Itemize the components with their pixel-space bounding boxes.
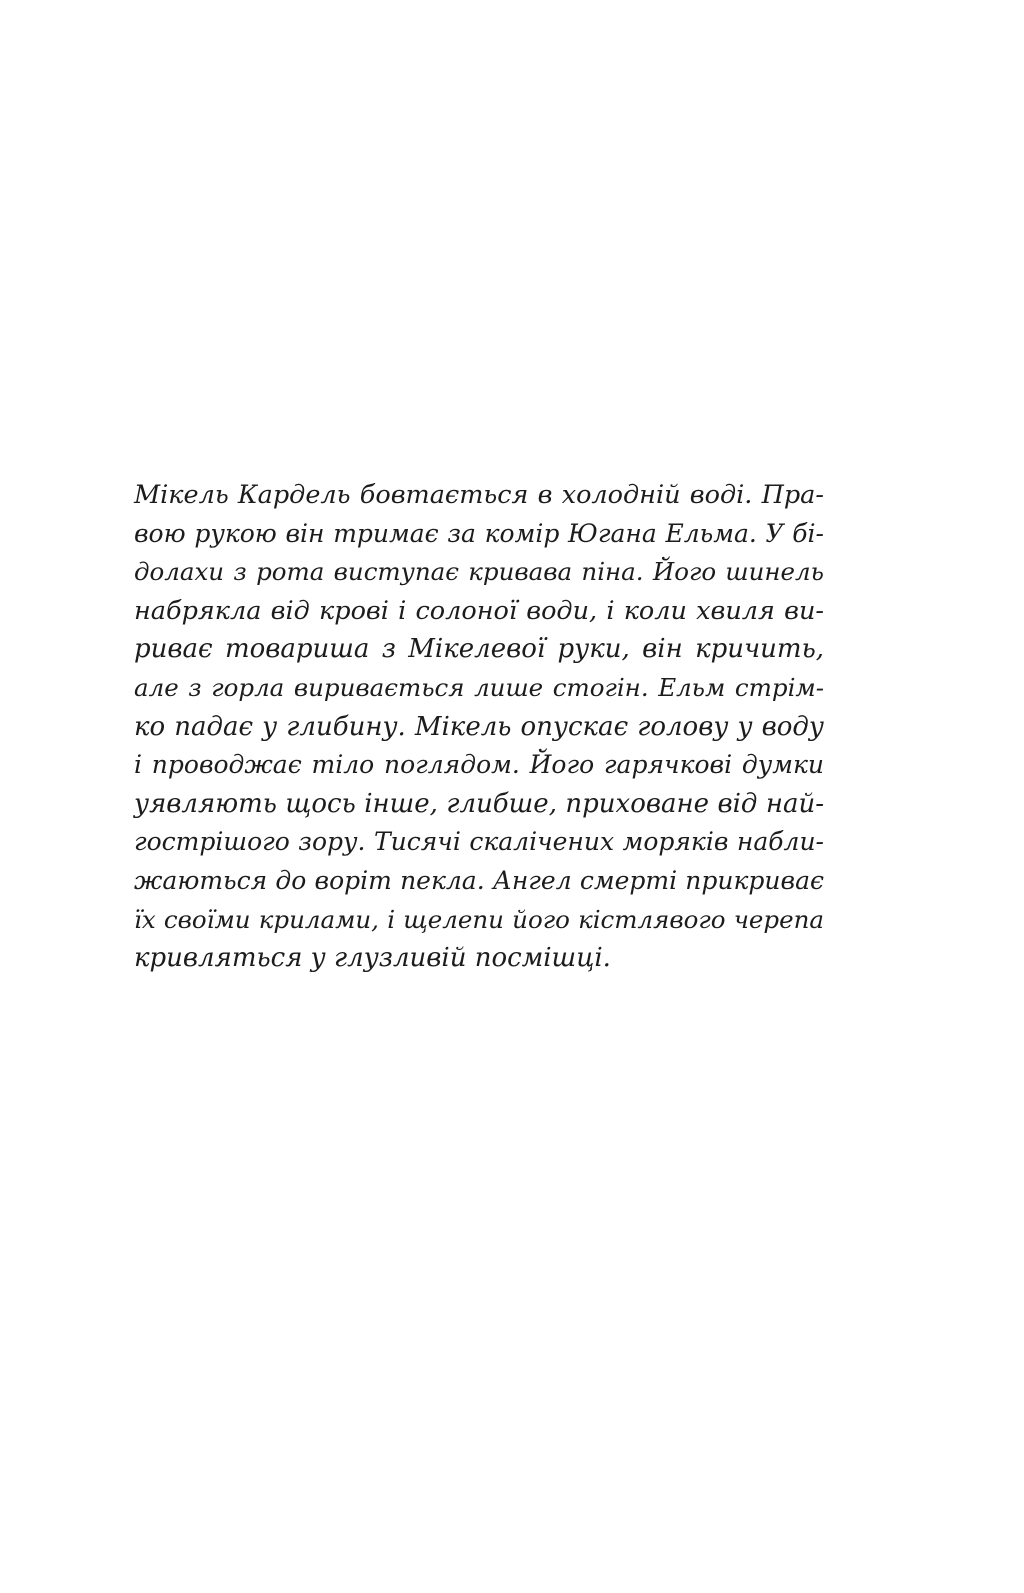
text-line: набрякла від крові і солоної води, і коли хвиля ви- bbox=[134, 595, 824, 626]
text-line: їх своїми крилами, і щелепи його кістлявого черепа bbox=[134, 904, 824, 934]
text-line: риває товариша з Мікелевої руки, він кричить, bbox=[134, 634, 824, 665]
text-line: гострішого зору. Тисячі скалічених моряків набли- bbox=[134, 827, 824, 857]
prologue-paragraph bbox=[134, 476, 824, 978]
text-line: але з горла виривається лише стогін. Ельм стрім- bbox=[134, 672, 824, 702]
text-line: вою рукою він тримає за комір Югана Ельма. У бі- bbox=[134, 518, 824, 548]
text-line: кривляться у глузливій посмішці. bbox=[134, 943, 611, 974]
text-line: ко падає у глибину. Мікель опускає голову у воду bbox=[134, 711, 824, 742]
text-line: уявляють щось інше, глибше, приховане від най- bbox=[134, 788, 824, 819]
text-line: і проводжає тіло поглядом. Його гарячкові думки bbox=[134, 750, 824, 780]
text-line: Мікель Кардель бовтається в холодній воді. Пра- bbox=[134, 480, 824, 510]
text-line: долахи з рота виступає кривава піна. Його шинель bbox=[134, 557, 824, 587]
text-line: жаються до воріт пекла. Ангел смерті прикриває bbox=[134, 865, 824, 895]
